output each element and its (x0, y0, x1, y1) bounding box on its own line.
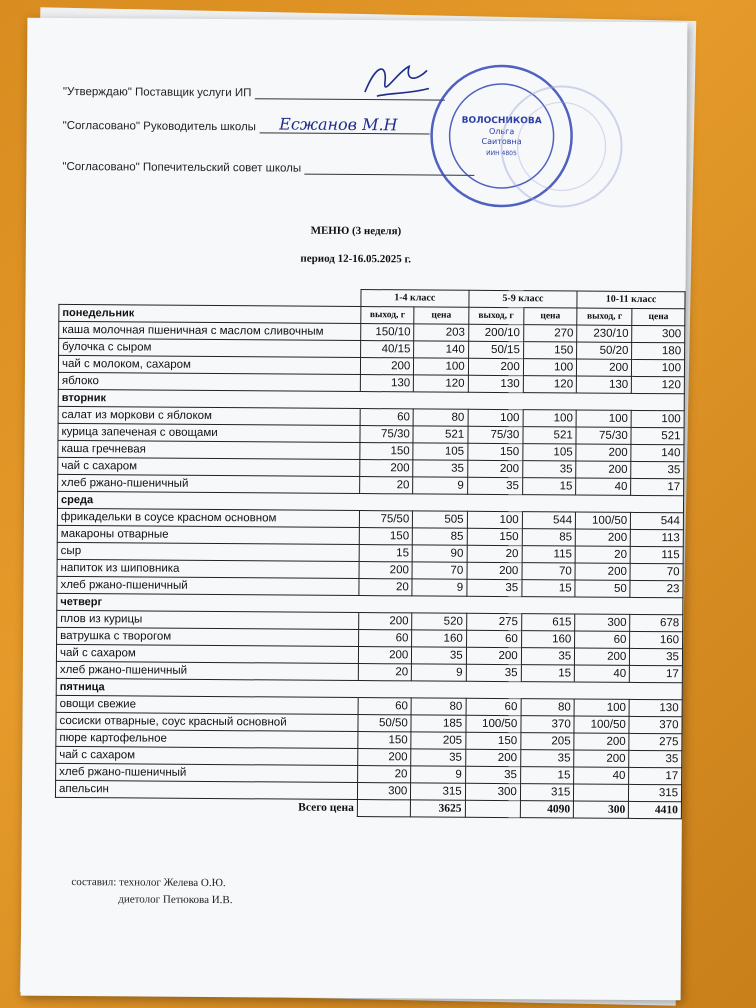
agree-director-line (62, 114, 430, 135)
class-header: 5-9 класс (469, 290, 578, 308)
value-cell: 140 (414, 341, 468, 358)
agree-council-label: "Согласовано" Попечительский совет школы (62, 160, 302, 175)
value-cell: 20 (575, 546, 630, 563)
value-cell: 100 (576, 410, 631, 427)
value-cell: 115 (522, 546, 576, 563)
value-cell: 130 (360, 375, 413, 392)
value-cell: 230/10 (577, 325, 632, 342)
dish-name: плов из курицы (57, 610, 359, 629)
value-cell: 100 (631, 410, 684, 427)
value-cell: 35 (466, 664, 521, 681)
value-cell: 200 (576, 444, 631, 461)
dish-name: хлеб ржано-пшеничный (56, 763, 358, 782)
dish-name: пюре картофельное (56, 729, 358, 748)
value-cell: 60 (575, 631, 630, 648)
value-cell: 50/50 (358, 715, 411, 732)
sub-header: цена (524, 308, 578, 325)
supplier-signature (357, 52, 437, 113)
menu-table (55, 287, 686, 819)
dish-name: чай с молоком, сахаром (58, 355, 360, 374)
value-cell: 200 (575, 648, 630, 665)
value-cell: 70 (412, 562, 466, 579)
value-cell: 615 (521, 614, 575, 631)
value-cell: 200 (575, 563, 630, 580)
value-cell: 150/10 (361, 324, 414, 341)
value-cell: 275 (629, 733, 682, 750)
value-cell: 150 (523, 342, 577, 359)
value-cell: 35 (412, 647, 466, 664)
value-cell: 270 (523, 325, 577, 342)
value-cell: 100 (574, 699, 629, 716)
value-cell: 35 (522, 461, 576, 478)
value-cell: 200 (358, 749, 411, 766)
dish-name: курица запеченая с овощами (58, 423, 360, 442)
value-cell: 9 (412, 579, 466, 596)
day-name: среда (57, 491, 359, 510)
value-cell: 120 (632, 376, 685, 393)
value-cell: 300 (357, 783, 410, 800)
value-cell: 15 (522, 478, 576, 495)
value-cell: 80 (411, 698, 465, 715)
director-signature: Есжанов М.Н (279, 114, 398, 135)
stamp-name: ВОЛОСНИКОВА (461, 115, 542, 127)
day-name: пятница (56, 678, 358, 697)
value-cell: 100/50 (466, 715, 521, 732)
total-cell: 4090 (520, 801, 574, 818)
class-header: 10-11 класс (577, 291, 685, 309)
value-cell: 20 (358, 766, 411, 783)
value-cell: 200 (360, 460, 413, 477)
value-cell: 90 (412, 545, 466, 562)
value-cell: 20 (359, 579, 412, 596)
value-cell: 113 (631, 529, 684, 546)
value-cell: 300 (575, 614, 630, 631)
value-cell: 50 (575, 580, 630, 597)
value-cell: 370 (521, 716, 575, 733)
value-cell: 205 (411, 732, 465, 749)
stamp-first-name: Ольга (488, 126, 515, 137)
agree-director-label: "Согласовано" Руководитель школы (62, 119, 257, 134)
value-cell: 40 (575, 665, 630, 682)
value-cell: 140 (631, 444, 684, 461)
value-cell: 200 (360, 358, 413, 375)
value-cell: 200 (467, 460, 522, 477)
value-cell: 100 (414, 358, 468, 375)
compiled-by: составил: технолог Желева О.Ю. (71, 876, 226, 890)
value-cell: 35 (630, 648, 683, 665)
value-cell: 35 (467, 477, 522, 494)
dish-name: чай с сахаром (56, 746, 358, 765)
value-cell: 200 (575, 529, 630, 546)
value-cell: 50/20 (577, 342, 632, 359)
value-cell: 160 (521, 631, 575, 648)
value-cell: 300 (465, 783, 520, 800)
value-cell: 9 (413, 477, 467, 494)
value-cell: 20 (358, 664, 411, 681)
dish-name: апельсин (55, 780, 357, 799)
menu-document (21, 18, 688, 1001)
dish-name: салат из моркови с яблоком (58, 406, 360, 425)
value-cell: 300 (632, 325, 685, 342)
value-cell: 100 (523, 410, 577, 427)
value-cell: 40/15 (361, 341, 414, 358)
dish-name: каша молочная пшеничная с маслом сливочным (59, 321, 361, 340)
value-cell: 160 (412, 630, 466, 647)
dietitian: диетолог Петюкова И.В. (118, 893, 233, 907)
value-cell (574, 784, 629, 801)
page-title: МЕНЮ (3 неделя) (310, 224, 402, 238)
dish-name: хлеб ржано-пшеничный (57, 576, 359, 595)
value-cell: 60 (466, 698, 521, 715)
sub-header: выход, г (468, 307, 523, 324)
value-cell: 150 (358, 732, 411, 749)
value-cell: 521 (413, 426, 467, 443)
dish-name: каша гречневая (58, 440, 360, 459)
value-cell: 315 (520, 784, 574, 801)
value-cell: 70 (522, 563, 576, 580)
value-cell: 60 (360, 409, 413, 426)
value-cell: 200 (577, 359, 632, 376)
total-cell: 4410 (629, 801, 682, 818)
value-cell: 120 (523, 376, 577, 393)
value-cell: 100 (523, 359, 577, 376)
value-cell: 130 (468, 375, 523, 392)
agree-council-line (62, 161, 474, 176)
value-cell: 60 (358, 698, 411, 715)
dish-name: чай с сахаром (56, 644, 358, 663)
value-cell: 9 (412, 664, 466, 681)
value-cell: 200 (358, 647, 411, 664)
value-cell: 315 (411, 783, 465, 800)
value-cell: 70 (630, 563, 683, 580)
total-cell (465, 800, 520, 817)
period-label: период 12-16.05.2025 г. (300, 252, 412, 266)
value-cell: 15 (522, 580, 576, 597)
value-cell: 678 (630, 614, 683, 631)
sub-header: цена (632, 308, 685, 325)
value-cell: 544 (522, 512, 576, 529)
value-cell: 130 (629, 699, 682, 716)
approve-label: "Утверждаю" Поставщик услуги ИП (62, 85, 252, 100)
value-cell: 85 (522, 529, 576, 546)
value-cell: 100 (468, 409, 523, 426)
dish-name: сыр (57, 542, 359, 561)
value-cell: 180 (632, 342, 685, 359)
value-cell: 35 (465, 766, 520, 783)
value-cell: 150 (360, 443, 413, 460)
value-cell: 150 (468, 443, 523, 460)
value-cell: 35 (631, 461, 684, 478)
value-cell: 105 (413, 443, 467, 460)
value-cell: 75/30 (360, 426, 413, 443)
value-cell: 200 (359, 613, 412, 630)
sub-header: выход, г (577, 308, 632, 325)
dish-name: макароны отварные (57, 525, 359, 544)
value-cell: 203 (414, 324, 468, 341)
day-name: четверг (57, 593, 359, 612)
value-cell: 105 (523, 444, 577, 461)
value-cell: 40 (574, 767, 629, 784)
sub-header: выход, г (361, 307, 414, 324)
day-name: понедельник (59, 304, 361, 323)
value-cell: 205 (521, 733, 575, 750)
value-cell: 200 (359, 562, 412, 579)
value-cell: 200 (467, 562, 522, 579)
value-cell: 315 (629, 784, 682, 801)
faint-stamp (496, 81, 627, 212)
dish-name: ватрушка с творогом (57, 627, 359, 646)
dish-name: яблоко (58, 372, 360, 391)
value-cell: 200 (465, 749, 520, 766)
value-cell: 100 (632, 359, 685, 376)
value-cell: 23 (630, 580, 683, 597)
value-cell: 100 (467, 511, 522, 528)
value-cell: 520 (412, 613, 466, 630)
stamp-inn: ИИН 4805 (486, 149, 517, 158)
class-header: 1-4 класс (361, 290, 469, 308)
value-cell: 17 (630, 665, 683, 682)
value-cell: 9 (411, 766, 465, 783)
value-cell: 35 (629, 750, 682, 767)
dish-name: хлеб ржано-пшеничный (56, 661, 358, 680)
value-cell: 200 (574, 750, 629, 767)
value-cell: 200 (576, 461, 631, 478)
value-cell: 200 (574, 733, 629, 750)
value-cell: 80 (521, 699, 575, 716)
value-cell: 544 (631, 512, 684, 529)
value-cell: 130 (577, 376, 632, 393)
dish-name: булочка с сыром (59, 338, 361, 357)
value-cell: 75/50 (359, 511, 412, 528)
day-name: вторник (58, 389, 360, 408)
dish-name: чай с сахаром (58, 457, 360, 476)
value-cell: 15 (359, 545, 412, 562)
value-cell: 185 (411, 715, 465, 732)
value-cell: 15 (520, 767, 574, 784)
value-cell: 200 (466, 647, 521, 664)
value-cell: 200/10 (468, 324, 523, 341)
value-cell: 17 (631, 478, 684, 495)
value-cell: 35 (520, 750, 574, 767)
value-cell: 370 (629, 716, 682, 733)
value-cell: 505 (413, 511, 467, 528)
value-cell: 60 (466, 630, 521, 647)
total-row (55, 797, 681, 818)
value-cell: 150 (467, 528, 522, 545)
value-cell: 20 (360, 477, 413, 494)
value-cell: 75/30 (468, 426, 523, 443)
value-cell: 40 (576, 478, 631, 495)
value-cell: 20 (467, 545, 522, 562)
value-cell: 115 (630, 546, 683, 563)
dish-name: сосиски отварные, соус красный основной (56, 712, 358, 731)
value-cell: 200 (468, 358, 523, 375)
value-cell: 85 (413, 528, 467, 545)
value-cell: 100/50 (576, 512, 631, 529)
value-cell: 75/30 (576, 427, 631, 444)
dish-name: фрикадельки в соусе красном основном (57, 508, 359, 527)
value-cell: 150 (465, 732, 520, 749)
value-cell: 35 (413, 460, 467, 477)
value-cell: 35 (467, 579, 522, 596)
value-cell: 17 (629, 767, 682, 784)
total-cell: 300 (574, 801, 629, 818)
value-cell: 35 (411, 749, 465, 766)
value-cell: 100/50 (574, 716, 629, 733)
value-cell: 35 (521, 648, 575, 665)
dish-name: хлеб ржано-пшеничный (58, 474, 360, 493)
value-cell: 521 (631, 427, 684, 444)
total-cell: 3625 (411, 800, 465, 817)
value-cell: 150 (359, 528, 412, 545)
stamp-patronymic: Саитовна (481, 136, 522, 147)
value-cell: 80 (413, 409, 467, 426)
sub-header: цена (414, 307, 468, 324)
header-blank-cell (59, 287, 361, 306)
total-label: Всего цена (298, 801, 354, 815)
value-cell: 50/15 (468, 341, 523, 358)
value-cell: 160 (630, 631, 683, 648)
total-cell (357, 800, 410, 817)
dish-name: напиток из шиповника (57, 559, 359, 578)
value-cell: 60 (359, 630, 412, 647)
value-cell: 275 (466, 613, 521, 630)
value-cell: 120 (414, 375, 468, 392)
value-cell: 521 (523, 427, 577, 444)
value-cell: 15 (521, 665, 575, 682)
dish-name: овощи свежие (56, 695, 358, 714)
